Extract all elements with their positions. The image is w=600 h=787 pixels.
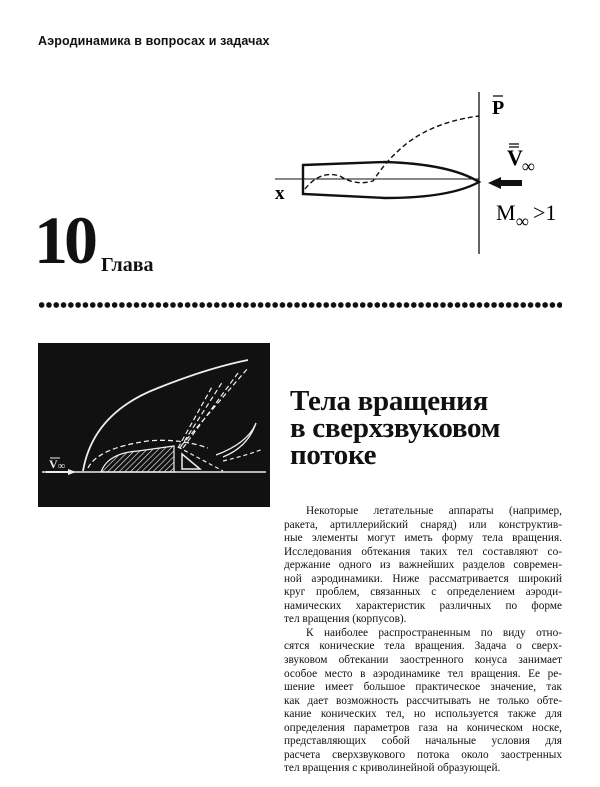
body-line: ракета, артиллерийский снаряд) или конструктив- (284, 518, 562, 531)
label-m: M (496, 200, 516, 225)
body-line: держание одного из важнейших разделов современ- (284, 559, 562, 572)
body-line: представляющих собой начальные условия для (284, 735, 562, 748)
illustration-label-v: V (49, 457, 58, 471)
pressure-distribution-diagram (260, 88, 580, 268)
label-m-sub: ∞ (516, 211, 529, 231)
body-line: расчета сверхзвукового потока около заостренных (284, 748, 562, 761)
running-head: Аэродинамика в вопросах и задачах (38, 34, 270, 48)
body-line: шение имеет большое практическое значение, так (284, 681, 562, 694)
label-p: P (492, 97, 505, 119)
illustration-label-v-sub: ∞ (58, 461, 66, 472)
title-line: потоке (290, 439, 377, 471)
flow-arrow-icon (488, 177, 522, 189)
body-line: особое место в аэродинамике тел вращения. Ее ре- (284, 667, 562, 680)
chapter-number: 10 (34, 202, 94, 278)
label-v: V (507, 145, 523, 170)
title-line: Тела вращения (290, 385, 488, 417)
label-x: x (275, 183, 285, 204)
body-line: определения параметров газа на коническом носке, (284, 721, 562, 734)
flow-illustration (38, 343, 270, 507)
shock-wave-drawing (38, 343, 270, 507)
label-v-sub: ∞ (522, 156, 535, 176)
body-line: тел вращения с криволинейной образующей. (284, 762, 501, 775)
body-line: сятся конические тела вращения. Задача о сверх- (284, 640, 562, 653)
body-line: ные элементы могут иметь форму тела вращения. (284, 532, 562, 545)
dotted-divider (38, 300, 562, 310)
body-line: Исследования обтекания таких тел составляют со- (284, 545, 562, 558)
body-line: круг проблем, связанных с определением аэроди- (284, 586, 562, 599)
chapter-word: Глава (101, 254, 154, 276)
body-line: как дает возможность рассчитывать не только обте- (284, 694, 562, 707)
body-line: кание конических тел, но используется также для (284, 708, 562, 721)
body-line: намических характеристик различных по форме (284, 599, 562, 612)
body-line: звуковом обтекании заостренного конуса занимает (284, 654, 562, 667)
label-m-condition: >1 (533, 200, 557, 225)
body-line: ной аэродинамики. Ниже рассматривается широкий (284, 572, 562, 585)
body-text (284, 505, 562, 776)
body-of-revolution (303, 162, 479, 198)
body-line: тел вращения (корпусов). (284, 613, 407, 626)
title-line: в сверхзвуковом (290, 412, 501, 444)
body-line: К наиболее распространенным по виду отно- (306, 626, 562, 639)
body-line: Некоторые летательные аппараты (например, (306, 505, 562, 517)
section-title (290, 385, 501, 471)
pressure-curve (305, 116, 479, 189)
